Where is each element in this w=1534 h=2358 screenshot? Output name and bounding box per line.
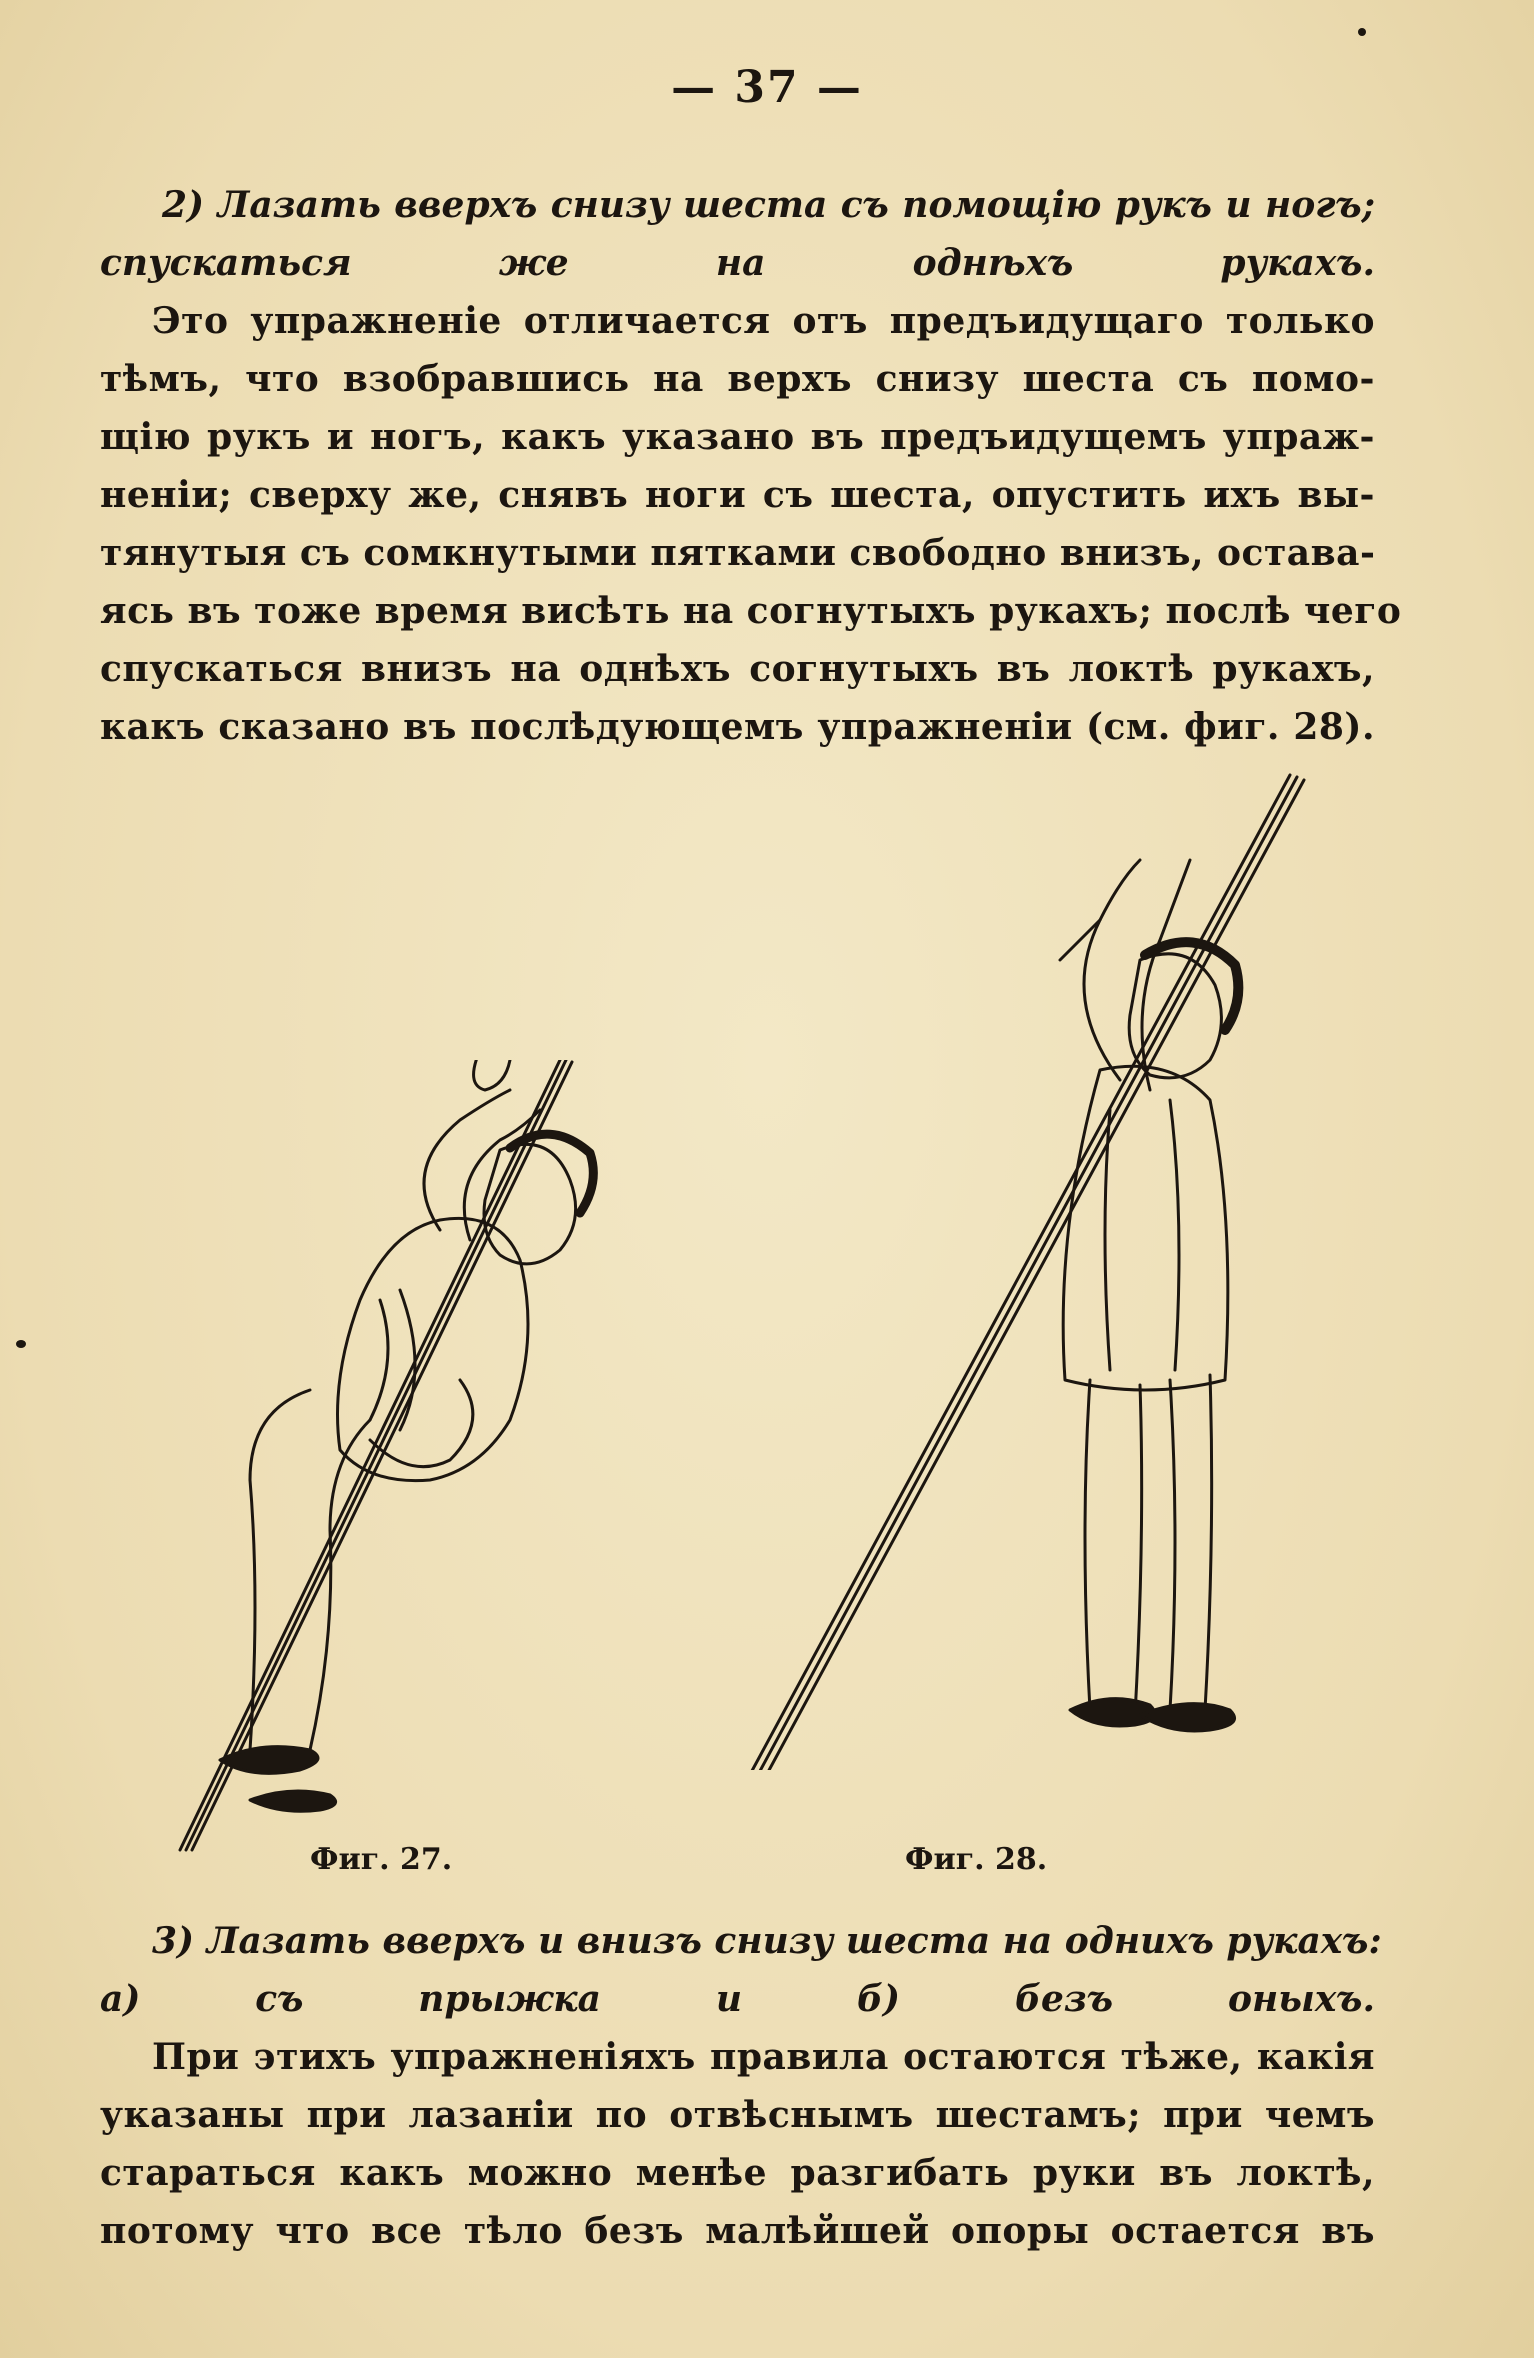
exercise-3-body-line: При этихъ упражненіяхъ правила остаются тѣже, какія [152, 2036, 1375, 2078]
exercise-3-heading-line-1: 3) Лазать вверхъ и внизъ снизу шеста на однихъ рукахъ: [152, 1920, 1382, 1962]
exercise-2-body [100, 292, 1402, 756]
exercise-3-heading-line-2: а) съ прыжка и б) безъ оныхъ. [100, 1978, 1375, 2020]
exercise-2-body-line: тянутыя съ сомкнутыми пятками свободно внизъ, остава- [100, 532, 1376, 574]
figure-27-illustration [140, 1060, 660, 1860]
exercise-2-heading-line-2: спускаться же на однѣхъ рукахъ. [100, 242, 1375, 284]
figure-27-caption: Фиг. 27. [310, 1842, 453, 1877]
exercise-3-body-line: указаны при лазаніи по отвѣснымъ шестамъ; при чемъ [100, 2094, 1375, 2136]
figure-28-caption: Фиг. 28. [905, 1842, 1048, 1877]
print-speck [16, 1340, 26, 1348]
figure-28-illustration [700, 770, 1340, 1770]
exercise-2-body-line: какъ сказано въ послѣдующемъ упражненіи (см. фиг. 28). [100, 706, 1375, 748]
exercise-2-heading [100, 176, 1375, 292]
exercise-3-heading [100, 1912, 1382, 2028]
exercise-2-body-line: щію рукъ и ногъ, какъ указано въ предъидущемъ упраж- [100, 416, 1375, 458]
page-number: — 37 — [671, 62, 863, 113]
exercise-2-body-line: неніи; сверху же, снявъ ноги съ шеста, опустить ихъ вы- [100, 474, 1375, 516]
exercise-2-body-line: ясь въ тоже время висѣть на согнутыхъ рукахъ; послѣ чего [100, 590, 1402, 632]
exercise-2-body-line: Это упражненіе отличается отъ предъидущаго только [152, 300, 1375, 342]
exercise-2-body-line: тѣмъ, что взобравшись на верхъ снизу шеста съ помо- [100, 358, 1375, 400]
exercise-3-body-line: стараться какъ можно менѣе разгибать руки въ локтѣ, [100, 2152, 1375, 2194]
print-speck [1358, 28, 1366, 36]
exercise-2-heading-line-1: 2) Лазать вверхъ снизу шеста съ помощію рукъ и ногъ; [162, 184, 1375, 226]
exercise-2-body-line: спускаться внизъ на однѣхъ согнутыхъ въ локтѣ рукахъ, [100, 648, 1375, 690]
exercise-3-body-line: потому что все тѣло безъ малѣйшей опоры остается въ [100, 2210, 1375, 2252]
exercise-3-body [100, 2028, 1375, 2260]
